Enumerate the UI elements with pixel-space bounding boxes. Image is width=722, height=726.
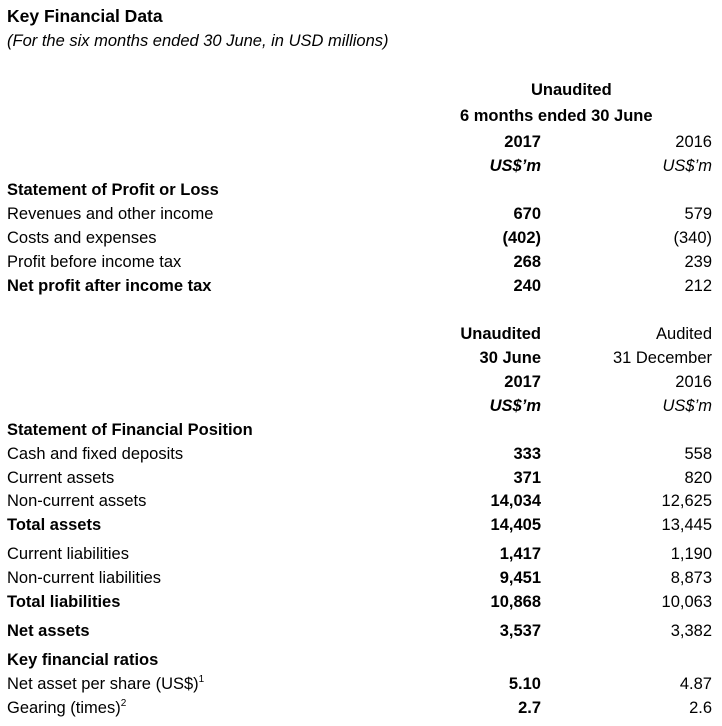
fp-year-current: 2017 xyxy=(504,373,541,391)
fp-status-current: Unaudited xyxy=(460,325,541,343)
pl-row-current: 240 xyxy=(513,277,541,295)
fp-row-prior: 10,063 xyxy=(661,593,712,611)
fp-row-current: 3,537 xyxy=(499,622,541,640)
ratio-row-current: 2.7 xyxy=(518,699,541,717)
pl-section-title: Statement of Profit or Loss xyxy=(7,181,219,199)
ratio-row-label xyxy=(7,675,204,694)
pl-row-label: Revenues and other income xyxy=(7,205,214,223)
ratio-row-current: 5.10 xyxy=(508,675,541,693)
fp-row-current: 10,868 xyxy=(490,593,541,611)
fp-row-label: Non-current liabilities xyxy=(7,569,162,587)
fp-row-prior: 558 xyxy=(684,445,712,463)
fp-date-prior: 31 December xyxy=(612,349,712,367)
fp-section-title: Statement of Financial Position xyxy=(7,421,253,439)
fp-status-prior: Audited xyxy=(656,325,712,343)
fp-row-current: 333 xyxy=(513,445,541,463)
pl-row-current: 268 xyxy=(513,253,541,271)
pl-unit-prior: US$’m xyxy=(662,157,712,175)
pl-row-prior: 212 xyxy=(684,277,712,295)
fp-row-label: Non-current assets xyxy=(7,492,147,510)
ratio-label-text: Gearing (times) xyxy=(7,699,121,717)
ratio-row-prior: 2.6 xyxy=(689,699,712,717)
pl-year-current: 2017 xyxy=(504,133,541,151)
fp-year-prior: 2016 xyxy=(675,373,712,391)
footnote-marker: 2 xyxy=(120,698,127,709)
fp-row-prior: 13,445 xyxy=(661,516,712,534)
fp-row-label: Current liabilities xyxy=(7,545,129,563)
pl-row-label: Net profit after income tax xyxy=(7,277,212,295)
fp-row-current: 371 xyxy=(513,469,541,487)
fp-row-label: Current assets xyxy=(7,469,115,487)
page-subtitle: (For the six months ended 30 June, in USD millions) xyxy=(7,32,389,50)
page-title: Key Financial Data xyxy=(7,6,163,26)
pl-unit-current: US$’m xyxy=(489,157,541,175)
footnote-marker: 1 xyxy=(198,674,205,685)
pl-row-label: Costs and expenses xyxy=(7,229,157,247)
fp-row-label: Total assets xyxy=(7,516,102,534)
fp-row-prior: 1,190 xyxy=(670,545,712,563)
pl-period-header: 6 months ended 30 June xyxy=(460,107,653,125)
fp-row-current: 9,451 xyxy=(499,569,541,587)
fp-row-prior: 3,382 xyxy=(670,622,712,640)
pl-row-current: (402) xyxy=(502,229,541,247)
fp-row-label: Total liabilities xyxy=(7,593,121,611)
ratio-label-text: Net asset per share (US$) xyxy=(7,675,199,693)
fp-row-prior: 820 xyxy=(684,469,712,487)
fp-row-prior: 8,873 xyxy=(670,569,712,587)
ratio-row-label xyxy=(7,699,126,718)
fp-row-current: 14,405 xyxy=(490,516,541,534)
fp-unit-prior: US$’m xyxy=(662,397,712,415)
fp-row-current: 14,034 xyxy=(490,492,541,510)
pl-row-prior: 239 xyxy=(684,253,712,271)
fp-row-current: 1,417 xyxy=(499,545,541,563)
pl-status-header: Unaudited xyxy=(531,81,612,99)
fp-unit-current: US$’m xyxy=(489,397,541,415)
pl-row-label: Profit before income tax xyxy=(7,253,182,271)
ratio-row-prior: 4.87 xyxy=(679,675,712,693)
pl-row-current: 670 xyxy=(513,205,541,223)
fp-row-label: Net assets xyxy=(7,622,90,640)
fp-date-current: 30 June xyxy=(479,349,541,367)
pl-row-prior: (340) xyxy=(673,229,712,247)
ratios-section-title: Key financial ratios xyxy=(7,651,159,669)
pl-year-prior: 2016 xyxy=(675,133,712,151)
fp-row-prior: 12,625 xyxy=(661,492,712,510)
pl-row-prior: 579 xyxy=(684,205,712,223)
fp-row-label: Cash and fixed deposits xyxy=(7,445,184,463)
